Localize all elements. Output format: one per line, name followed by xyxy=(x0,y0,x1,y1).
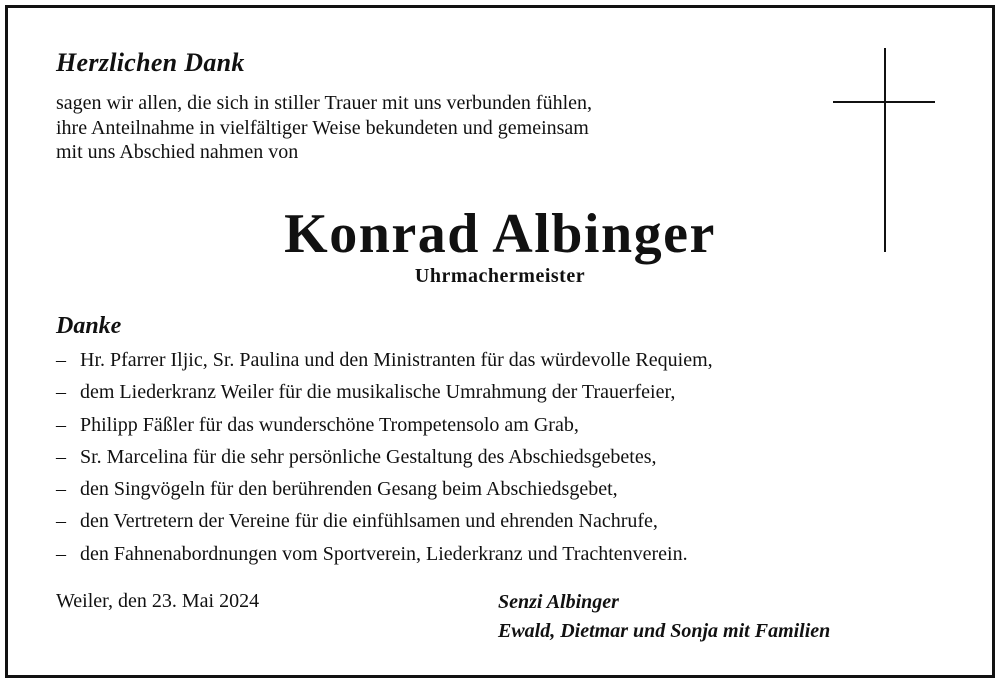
list-bullet: – xyxy=(56,510,66,533)
list-item-text: Hr. Pfarrer Iljic, Sr. Paulina und den Ministranten für das würdevolle Requiem, xyxy=(80,349,713,371)
danke-heading: Danke xyxy=(56,313,122,339)
list-item-text: den Fahnenabordnungen vom Sportverein, Liederkranz und Trachtenverein. xyxy=(80,542,688,565)
list-item xyxy=(56,376,956,408)
intro-line: mit uns Abschied nahmen von xyxy=(56,141,299,163)
list-bullet: – xyxy=(56,349,66,371)
thanks-heading: Herzlichen Dank xyxy=(56,48,245,77)
thanks-list xyxy=(56,344,956,570)
list-bullet: – xyxy=(56,542,66,565)
deceased-name: Konrad Albinger xyxy=(284,203,716,265)
list-bullet: – xyxy=(56,381,66,404)
list-item-text: Philipp Fäßler für das wunderschöne Trompetensolo am Grab, xyxy=(80,413,579,436)
intro-line: ihre Anteilnahme in vielfältiger Weise bekundeten und gemeinsam xyxy=(56,116,589,139)
list-bullet: – xyxy=(56,445,66,468)
list-item xyxy=(56,409,956,441)
list-bullet: – xyxy=(56,478,66,501)
signatory-line: Ewald, Dietmar und Sonja mit Familien xyxy=(498,620,831,642)
signature-block xyxy=(498,588,830,646)
list-item xyxy=(56,473,956,505)
intro-line: sagen wir allen, die sich in stiller Trauer mit uns verbunden fühlen, xyxy=(56,92,593,114)
notice-content xyxy=(8,8,992,675)
list-item-text: den Singvögeln für den berührenden Gesang beim Abschiedsgebet, xyxy=(80,478,618,501)
cross-horizontal-bar xyxy=(833,101,935,103)
list-bullet: – xyxy=(56,413,66,436)
signatory-line: Senzi Albinger xyxy=(498,591,619,613)
list-item-text: den Vertretern der Vereine für die einfühlsamen und ehrenden Nachrufe, xyxy=(80,510,658,533)
list-item xyxy=(56,344,956,376)
list-item-text: Sr. Marcelina für die sehr persönliche Gestaltung des Abschiedsgebetes, xyxy=(80,445,657,468)
list-item xyxy=(56,505,956,537)
notice-frame xyxy=(5,5,995,678)
deceased-profession: Uhrmachermeister xyxy=(414,265,586,287)
list-item-text: dem Liederkranz Weiler für die musikalische Umrahmung der Trauerfeier, xyxy=(80,381,676,404)
list-item xyxy=(56,441,956,473)
place-date: Weiler, den 23. Mai 2024 xyxy=(56,590,260,612)
intro-text xyxy=(56,91,816,165)
list-item xyxy=(56,538,956,570)
